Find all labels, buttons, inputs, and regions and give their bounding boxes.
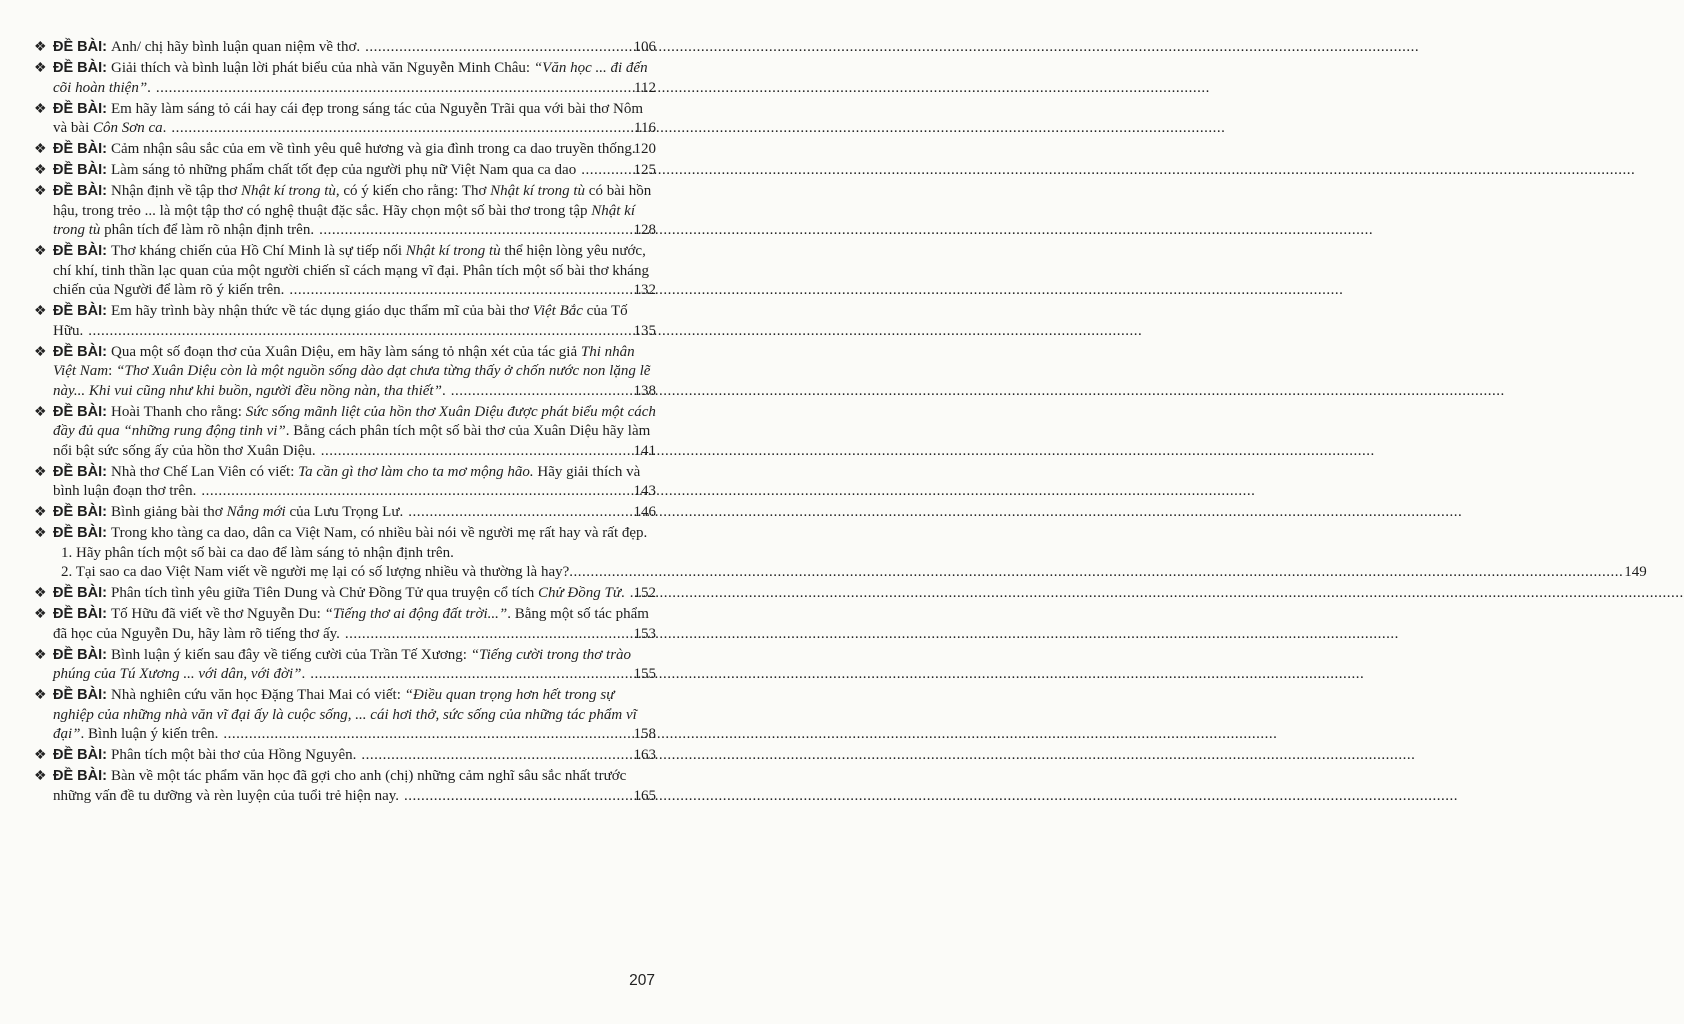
- entry-italic-text: Thi nhân Việt Nam: [53, 343, 635, 379]
- toc-entry[interactable]: [34, 524, 1647, 583]
- toc-entry[interactable]: [34, 302, 656, 341]
- entry-label: ĐỀ BÀI:: [53, 687, 111, 703]
- entry-italic-text: “Tiếng thơ ai động đất trời...”: [324, 606, 508, 622]
- entry-text: có bài hồn hậu, trong trẻo ... là một tập thơ có nghệ thuật đặc sắc. Hãy chọn một số bài thơ trong tập: [53, 183, 652, 219]
- entry-label: ĐỀ BÀI:: [53, 525, 111, 541]
- toc-entry[interactable]: [34, 140, 656, 160]
- entry-label: ĐỀ BÀI:: [53, 183, 111, 199]
- entry-text: Thơ kháng chiến của Hồ Chí Minh là sự tiếp nối: [111, 243, 406, 259]
- entry-italic-text: Ta cần gì thơ làm cho ta mơ mộng hão.: [298, 463, 534, 480]
- diamond-bullet-icon: ❖: [34, 184, 47, 199]
- toc-entry[interactable]: [34, 343, 656, 402]
- entry-text: .: [301, 666, 306, 682]
- entry-text: Tố Hữu đã viết về thơ Nguyễn Du:: [111, 606, 325, 622]
- entry-page-number: 153: [633, 625, 656, 642]
- entry-text: của Lưu Trọng Lư.: [285, 504, 404, 520]
- entry-page-number: 149: [1624, 564, 1647, 580]
- entry-page-number: 146: [633, 504, 656, 520]
- entry-text: Bình luận ý kiến sau đây về tiếng cười của Trần Tế Xương:: [111, 646, 471, 663]
- entry-italic-text: “Điều quan trọng hơn hết trong sự nghiệp của những nhà văn vĩ đại ấy là cuộc sống, ... cái hơi thở, sức sống của những tác phẩm vĩ đại”: [53, 687, 637, 742]
- diamond-bullet-icon: ❖: [34, 244, 47, 259]
- entry-italic-text: “Văn học ... đi đến cõi hoàn thiện”: [53, 60, 648, 96]
- diamond-bullet-icon: ❖: [34, 505, 47, 520]
- entry-label: ĐỀ BÀI:: [53, 646, 111, 663]
- entry-text: .: [147, 79, 151, 96]
- toc-entry[interactable]: [34, 100, 656, 139]
- diamond-bullet-icon: ❖: [34, 748, 47, 763]
- entry-italic-text: Nhật kí trong tù: [241, 183, 336, 199]
- diamond-bullet-icon: ❖: [34, 464, 47, 480]
- entry-text: Hãy giải thích và bình luận đoạn thơ trên.: [53, 463, 641, 499]
- entry-page-number: 120: [633, 141, 656, 157]
- diamond-bullet-icon: ❖: [34, 607, 47, 622]
- entry-text: của Tố Hữu.: [53, 303, 628, 339]
- entry-label: ĐỀ BÀI:: [53, 504, 111, 520]
- entry-page-number: 165: [633, 787, 656, 804]
- diamond-bullet-icon: ❖: [34, 647, 47, 663]
- entry-page-number: 163: [633, 747, 656, 763]
- toc-entry[interactable]: [34, 686, 656, 745]
- entry-label: ĐỀ BÀI:: [53, 39, 111, 55]
- diamond-bullet-icon: ❖: [34, 61, 47, 76]
- entry-label: ĐỀ BÀI:: [53, 343, 111, 360]
- entry-text: phân tích để làm rõ nhận định trên.: [100, 222, 315, 238]
- entry-page-number: 116: [634, 120, 656, 136]
- entry-text: , có ý kiến cho rằng: Thơ: [335, 183, 491, 199]
- entry-page-number: 132: [633, 282, 656, 298]
- entry-text: .: [621, 585, 625, 601]
- entry-text: Giải thích và bình luận lời phát biểu của nhà văn Nguyễn Minh Châu:: [111, 60, 534, 76]
- entry-label: ĐỀ BÀI:: [53, 100, 111, 117]
- entry-text: Em hãy làm sáng tỏ cái hay cái đẹp trong sáng tác của Nguyễn Trãi qua với bài thơ Nôm và bài: [53, 100, 643, 136]
- entry-page-number: 141: [633, 442, 656, 459]
- entry-text: Trong kho tàng ca dao, dân ca Việt Nam, có nhiều bài nói về người mẹ rất hay và rất đẹp.: [111, 525, 648, 541]
- entry-text: Làm sáng tỏ những phẩm chất tốt đẹp của người phụ nữ Việt Nam qua ca dao: [111, 162, 577, 178]
- entry-italic-text: Sức sống mãnh liệt của hồn thơ Xuân Diệu được phát biểu một cách đầy đủ qua “những rung động tinh vi”: [53, 403, 656, 439]
- entry-page-number: 106: [633, 39, 656, 55]
- entry-label: ĐỀ BÀI:: [53, 606, 111, 622]
- entry-label: ĐỀ BÀI:: [53, 585, 111, 601]
- page-number: 207: [629, 972, 655, 989]
- sub-question: [53, 563, 1647, 583]
- entry-label: ĐỀ BÀI:: [53, 303, 111, 319]
- entry-text: Nhận định về tập thơ: [111, 183, 241, 199]
- diamond-bullet-icon: ❖: [34, 40, 47, 55]
- entry-italic-text: “Thơ Xuân Diệu còn là một nguồn sống dào dạt chưa từng thấy ở chốn nước non lặng lẽ này... Khi vui cũng như khi buồn, người đều nồng nàn, tha thiết”: [53, 363, 651, 399]
- entry-italic-text: Nhật kí trong tù: [405, 243, 501, 259]
- toc-entry[interactable]: [34, 605, 656, 644]
- diamond-bullet-icon: ❖: [34, 688, 47, 703]
- entry-label: ĐỀ BÀI:: [53, 141, 111, 157]
- toc-entry[interactable]: [34, 38, 656, 58]
- entry-text: Bình giảng bài thơ: [111, 504, 227, 520]
- diamond-bullet-icon: ❖: [34, 163, 47, 178]
- toc-entry[interactable]: [34, 767, 656, 806]
- entry-label: ĐỀ BÀI:: [53, 768, 111, 784]
- entry-text: . Bình luận ý kiến trên.: [80, 726, 219, 742]
- entry-text: . Bằng một số tác phẩm đã học của Nguyễn Du, hãy làm rõ tiếng thơ ấy.: [53, 606, 649, 642]
- entry-italic-text: Côn Sơn ca: [92, 120, 163, 136]
- entry-label: ĐỀ BÀI:: [53, 60, 111, 76]
- diamond-bullet-icon: ❖: [34, 344, 47, 360]
- entry-text: Cảm nhận sâu sắc của em về tình yêu quê hương và gia đình trong ca dao truyền thống.: [111, 141, 636, 157]
- entry-page-number: 135: [633, 322, 656, 339]
- entry-page-number: 143: [633, 483, 656, 499]
- diamond-bullet-icon: ❖: [34, 769, 47, 784]
- entry-label: ĐỀ BÀI:: [53, 162, 111, 178]
- entry-label: ĐỀ BÀI:: [53, 747, 111, 763]
- entry-text: Em hãy trình bày nhận thức về tác dụng giáo dục thẩm mĩ của bài thơ: [111, 303, 533, 319]
- entry-italic-text: Việt Bắc: [532, 303, 583, 319]
- entry-label: ĐỀ BÀI:: [53, 243, 111, 259]
- toc-entry[interactable]: [34, 242, 656, 301]
- entry-text: Nhà thơ Chế Lan Viên có viết:: [111, 463, 299, 480]
- entry-page-number: 125: [633, 162, 656, 178]
- entry-text: :: [108, 363, 117, 379]
- entry-page-number: 158: [633, 726, 656, 742]
- entry-text: .: [162, 120, 167, 136]
- entry-label: ĐỀ BÀI:: [53, 463, 111, 480]
- entry-text: Bàn về một tác phẩm văn học đã gợi cho anh (chị) những cảm nghĩ sâu sắc nhất trước những vấn đề tu dưỡng và rèn luyện của tuổi trẻ hiện nay.: [53, 768, 627, 804]
- diamond-bullet-icon: ❖: [34, 142, 47, 157]
- diamond-bullet-icon: ❖: [34, 526, 47, 541]
- diamond-bullet-icon: ❖: [34, 101, 47, 117]
- toc-entry[interactable]: [34, 403, 656, 462]
- entry-text: . Bằng cách phân tích một số bài thơ của Xuân Diệu hãy làm nổi bật sức sống ấy của hồn thơ Xuân Diệu.: [53, 423, 651, 459]
- toc-entry[interactable]: [34, 646, 656, 685]
- entry-page-number: 155: [633, 666, 656, 682]
- entry-italic-text: Nhật kí trong tù: [490, 183, 586, 199]
- entry-page-number: 112: [634, 79, 656, 96]
- entry-page-number: 128: [633, 222, 656, 238]
- entry-page-number: 138: [633, 382, 656, 399]
- entry-italic-text: Nhật kí trong tù: [53, 202, 635, 238]
- diamond-bullet-icon: ❖: [34, 586, 47, 601]
- entry-text: Qua một số đoạn thơ của Xuân Diệu, em hãy làm sáng tỏ nhận xét của tác giả: [111, 343, 581, 360]
- entry-text: Anh/ chị hãy bình luận quan niệm về thơ.: [111, 39, 361, 55]
- toc-entry[interactable]: [34, 182, 656, 241]
- diamond-bullet-icon: ❖: [34, 304, 47, 319]
- leader-dots: [569, 563, 1623, 583]
- entry-italic-text: Nắng mới: [226, 504, 286, 520]
- entry-text: Phân tích một bài thơ của Hồng Nguyên.: [111, 747, 357, 763]
- entry-label: ĐỀ BÀI:: [53, 403, 111, 420]
- entry-text: Hoài Thanh cho rằng:: [111, 403, 246, 420]
- entry-text: .: [441, 382, 446, 399]
- sub-question: [53, 544, 656, 564]
- sub-question-text: 1. Hãy phân tích một số bài ca dao để làm sáng tỏ nhận định trên.: [61, 544, 454, 561]
- entry-text: Nhà nghiên cứu văn học Đặng Thai Mai có viết:: [111, 687, 405, 703]
- toc-entry[interactable]: [34, 161, 656, 181]
- entry-page-number: 152: [633, 585, 656, 601]
- sub-question-text: 2. Tại sao ca dao Việt Nam viết về người mẹ lại có số lượng nhiều và thường là hay?: [61, 564, 570, 580]
- toc-entry[interactable]: [34, 746, 656, 766]
- toc-entry[interactable]: [34, 584, 656, 604]
- entry-italic-text: “Tiếng cười trong thơ trào phúng của Tú Xương ... với dân, với đời”: [53, 646, 632, 682]
- toc-entry[interactable]: [34, 463, 656, 502]
- toc-entry[interactable]: [34, 503, 656, 523]
- table-of-contents: [34, 38, 1647, 808]
- diamond-bullet-icon: ❖: [34, 404, 47, 420]
- entry-italic-text: Chử Đồng Tử: [538, 585, 622, 601]
- entry-text: Phân tích tình yêu giữa Tiên Dung và Chử Đồng Tử qua truyện cổ tích: [111, 585, 538, 601]
- toc-entry[interactable]: [34, 59, 656, 98]
- entry-text: thể hiện lòng yêu nước, chí khí, tinh thần lạc quan của một người chiến sĩ cách mạng vĩ đại. Phân tích một số bài thơ kháng chiến của Người để làm rõ ý kiến trên.: [53, 243, 649, 298]
